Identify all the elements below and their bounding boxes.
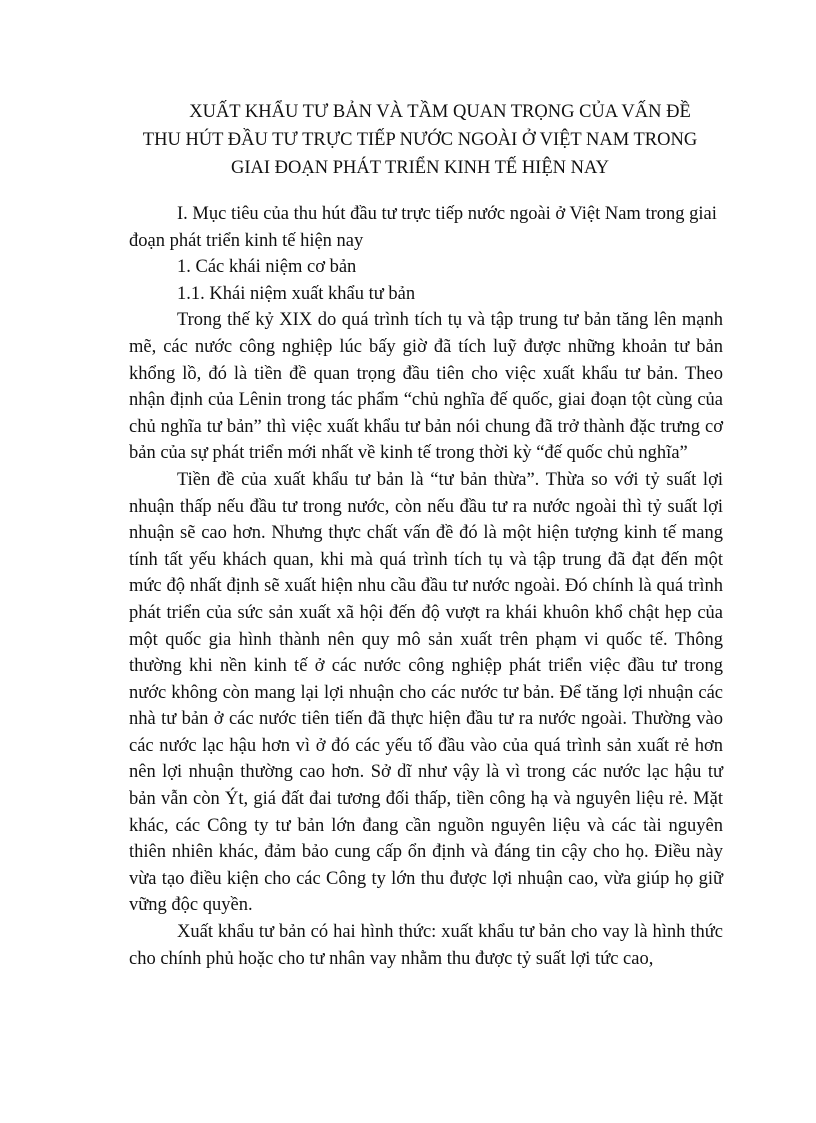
section-heading: I. Mục tiêu của thu hút đầu tư trực tiếp nước ngoài ở Việt Nam trong giai đoạn phát triển kinh tế hiện nay — [129, 204, 717, 251]
document-body — [129, 201, 723, 972]
title-line: GIAI ĐOẠN PHÁT TRIỂN KINH TẾ HIỆN NAY — [230, 158, 610, 178]
subsubsection-heading: 1.1. Khái niệm xuất khẩu tư bản — [177, 283, 416, 304]
title-line: THU HÚT ĐẦU TƯ TRỰC TIẾP NƯỚC NGOÀI Ở VIỆT NAM TRONG — [142, 130, 698, 150]
document-title — [110, 98, 730, 182]
paragraph: Tiền đề của xuất khẩu tư bản là “tư bản thừa”. Thừa so với tỷ suất lợi nhuận thấp nếu đầu tư trong nước, còn nếu đầu tư ra nước ngoài thì tỷ suất lợi nhuận sẽ cao hơn. Nhưng thực chất vấn đề đó là một hiện tượng kinh tế mang tính tất yếu khách quan, khi mà quá trình tích tụ và tập trung đã đạt đến một mức độ nhất định sẽ xuất hiện nhu cầu đầu tư nước ngoài. Đó chính là quá trình phát triển của sức sản xuất xã hội đến độ vượt ra khái khuôn khổ chật hẹp của một quốc gia hình thành nên quy mô sản xuất trên phạm vi quốc tế. Thông thường khi nền kinh tế ở các nước công nghiệp phát triển việc đầu tư trong nước không còn mang lại lợi nhuận cho các nước tư bản. Để tăng lợi nhuận các nhà tư bản ở các nước tiên tiến đã thực hiện đầu tư ra nước ngoài. Thường vào các nước lạc hậu hơn vì ở đó các yếu tố đầu vào của quá trình sản xuất rẻ hơn nên lợi nhuận thường cao hơn. Sở dĩ như vậy là vì trong các nước lạc hậu tư bản vẫn còn Ýt, giá đất đai tương đối thấp, tiền công hạ và nguyên liệu rẻ. Mặt khác, các Công ty tư bản lớn đang cần nguồn nguyên liệu và các tài nguyên thiên nhiên khác, đảm bảo cung cấp ổn định và đáng tin cậy cho họ. Điều này vừa tạo điều kiện cho các Công ty lớn thu được lợi nhuận cao, vừa giúp họ giữ vững độc quyền. — [129, 469, 723, 916]
paragraph: Trong thế kỷ XIX do quá trình tích tụ và tập trung tư bản tăng lên mạnh mẽ, các nước công nghiệp lúc bấy giờ đã tích luỹ được những khoản tư bản khổng lồ, đó là tiền đề quan trọng đầu tiên cho việc xuất khẩu tư bản. Theo nhận định của Lênin trong tác phẩm “chủ nghĩa đế quốc, giai đoạn tột cùng của chủ nghĩa tư bản” thì việc xuất khẩu tư bản nói chung đã trở thành đặc trưng cơ bản của sự phát triển mới nhất về kinh tế trong thời kỳ “đế quốc chủ nghĩa” — [129, 310, 723, 464]
title-line: XUẤT KHẨU TƯ BẢN VÀ TẦM QUAN TRỌNG CỦA VẤN ĐỀ — [189, 102, 691, 122]
subsection-heading: 1. Các khái niệm cơ bản — [177, 257, 357, 278]
paragraph: Xuất khẩu tư bản có hai hình thức: xuất khẩu tư bản cho vay là hình thức cho chính phủ hoặc cho tư nhân vay nhằm thu được tỷ suất lợi tức cao, — [129, 922, 723, 969]
